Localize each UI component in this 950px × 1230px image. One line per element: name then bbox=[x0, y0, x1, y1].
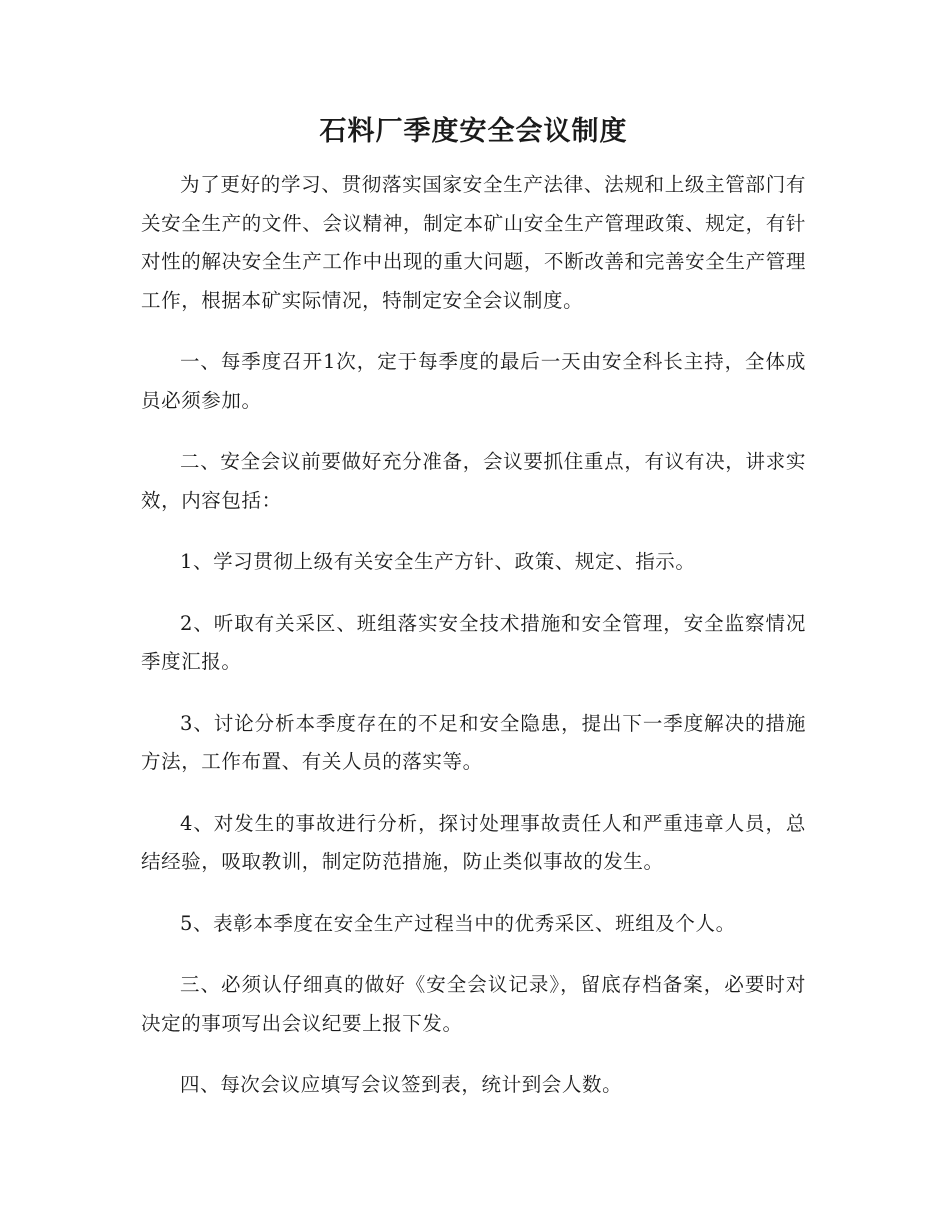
rule-two-paragraph: 二、安全会议前要做好充分准备，会议要抓住重点，有议有决，讲求实效，内容包括： bbox=[141, 450, 806, 512]
rule-two-item-1: 1、学习贯彻上级有关安全生产方针、政策、规定、指示。 bbox=[180, 550, 696, 573]
rule-three-paragraph: 三、必须认仔细真的做好《安全会议记录》，留底存档备案，必要时对决定的事项写出会议纪要上报下发。 bbox=[141, 973, 806, 1035]
intro-paragraph: 为了更好的学习、贯彻落实国家安全生产法律、法规和上级主管部门有关安全生产的文件、会议精神，制定本矿山安全生产管理政策、规定，有针对性的解决安全生产工作中出现的重大问题，不断改善和完善安全生产管理工作，根据本矿实际情况，特制定安全会议制度。 bbox=[141, 173, 806, 312]
document-title: 石料厂季度安全会议制度 bbox=[319, 116, 628, 147]
rule-two-item-3: 3、讨论分析本季度存在的不足和安全隐患，提出下一季度解决的措施方法，工作布置、有关人员的落实等。 bbox=[141, 711, 806, 773]
rule-four-paragraph: 四、每次会议应填写会议签到表，统计到会人数。 bbox=[180, 1073, 623, 1096]
rule-two-item-5: 5、表彰本季度在安全生产过程当中的优秀采区、班组及个人。 bbox=[180, 911, 736, 935]
rule-two-item-4: 4、对发生的事故进行分析，探讨处理事故责任人和严重违章人员，总结经验，吸取教训，制定防范措施，防止类似事故的发生。 bbox=[141, 811, 806, 873]
document-body bbox=[141, 110, 806, 1128]
rule-one-paragraph: 一、每季度召开1次，定于每季度的最后一天由安全科长主持，全体成员必须参加。 bbox=[141, 350, 806, 412]
rule-two-item-2: 2、听取有关采区、班组落实安全技术措施和安全管理，安全监察情况季度汇报。 bbox=[141, 611, 806, 673]
